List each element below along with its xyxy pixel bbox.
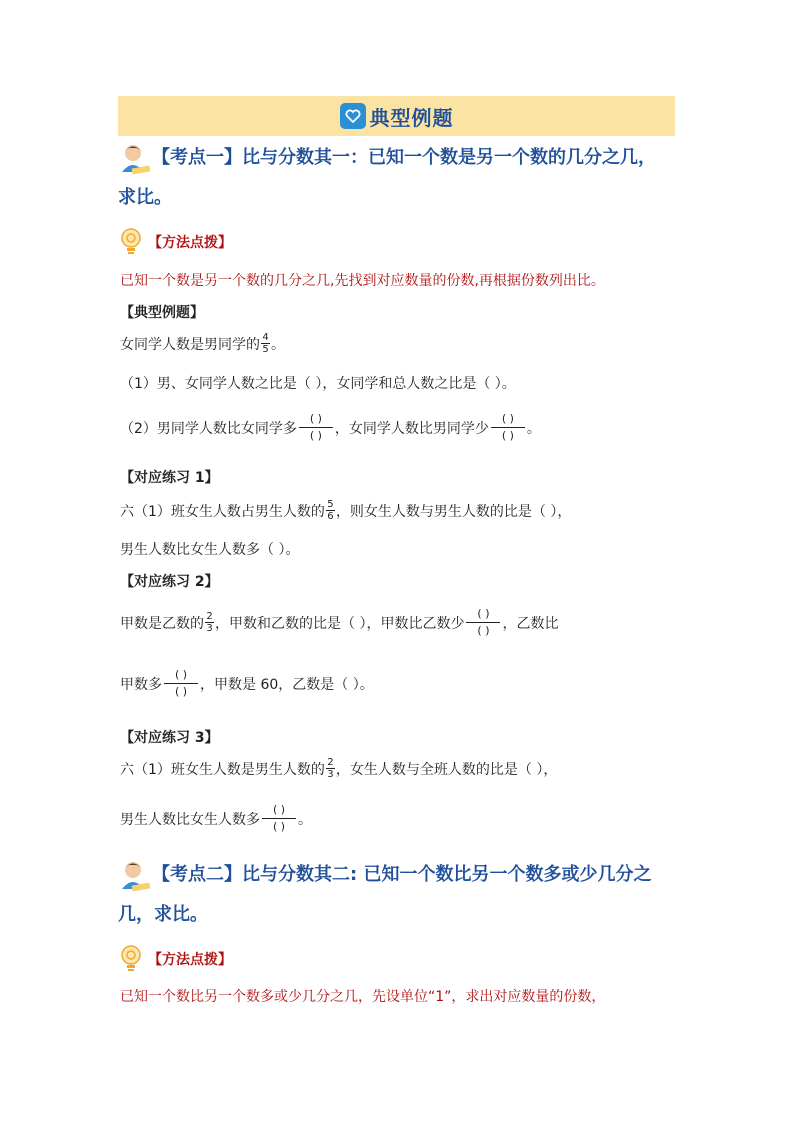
- tip-label: 【方法点拨】: [148, 952, 232, 968]
- section-banner: [118, 96, 675, 136]
- student-avatar-icon: [118, 142, 152, 176]
- practice1-line1: 六（1）班女生人数占男生人数的 $\frac{5}{6}$ ，则女生人数与男生人数的比是（ ），: [120, 499, 572, 522]
- practice2-heading: 【对应练习 2】: [120, 574, 219, 590]
- fraction: $\frac{4}{5}$: [262, 332, 269, 355]
- tip-text-1: 已知一个数是另一个数的几分之几,先找到对应数量的份数,再根据份数列出比。: [120, 273, 605, 289]
- fraction: $\frac{2}{3}$: [206, 611, 213, 634]
- lightbulb-icon: [120, 944, 142, 974]
- answer-blank: ( ) ( ): [164, 668, 198, 699]
- question-1: （1）男、女同学人数之比是（ ），女同学和总人数之比是（ ）。: [120, 376, 516, 392]
- practice2-line2: 甲数多 ( ) ( ) ，甲数是 60，乙数是（ ）。: [120, 668, 374, 698]
- section2-title: [118, 855, 678, 935]
- practice3-heading: 【对应练习 3】: [120, 730, 219, 746]
- answer-blank: ( ) ( ): [299, 412, 333, 443]
- section2-title-line2: 几，求比。: [118, 904, 208, 925]
- answer-blank: ( ) ( ): [466, 607, 500, 638]
- fraction: $\frac{2}{3}$: [327, 757, 334, 780]
- banner-title: 典型例题: [369, 105, 454, 130]
- example-stem: 女同学人数是男同学的 $\frac{4}{5}$ 。: [120, 332, 285, 355]
- section2-title-line1: 【考点二】比与分数其二: 已知一个数比另一个数多或少几分之: [152, 864, 652, 885]
- tip-label: 【方法点拨】: [148, 235, 232, 251]
- heart-icon: [340, 103, 366, 129]
- student-avatar-icon: [118, 859, 152, 893]
- question-2: （2）男同学人数比女同学多 ( ) ( ) ，女同学人数比男同学少 ( ) ( ) 。: [120, 412, 541, 442]
- lightbulb-icon: [120, 227, 142, 257]
- practice3-line1: 六（1）班女生人数是男生人数的 $\frac{2}{3}$ ，女生人数与全班人数的比是（ ），: [120, 757, 558, 780]
- answer-blank: ( ) ( ): [262, 803, 296, 834]
- answer-blank: ( ) ( ): [491, 412, 525, 443]
- section1-title-line2: 求比。: [118, 187, 172, 208]
- method-tip-1: [120, 226, 232, 258]
- practice3-line2: 男生人数比女生人数多 ( ) ( ) 。: [120, 803, 312, 833]
- fraction: $\frac{5}{6}$: [327, 499, 334, 522]
- section1-title-line1: 【考点一】比与分数其一：已知一个数是另一个数的几分之几，: [152, 147, 656, 168]
- practice2-line1: 甲数是乙数的 $\frac{2}{3}$ ，甲数和乙数的比是（ ），甲数比乙数少 ( ) ( ) ，乙数比: [120, 607, 559, 637]
- example-heading: 【典型例题】: [120, 305, 204, 321]
- method-tip-2: [120, 943, 232, 975]
- practice1-line2: 男生人数比女生人数多（ ）。: [120, 542, 300, 558]
- practice1-heading: 【对应练习 1】: [120, 470, 219, 486]
- section1-title: [118, 138, 678, 218]
- tip-text-2: 已知一个数比另一个数多或少几分之几，先设单位“1”，求出对应数量的份数，: [120, 989, 606, 1005]
